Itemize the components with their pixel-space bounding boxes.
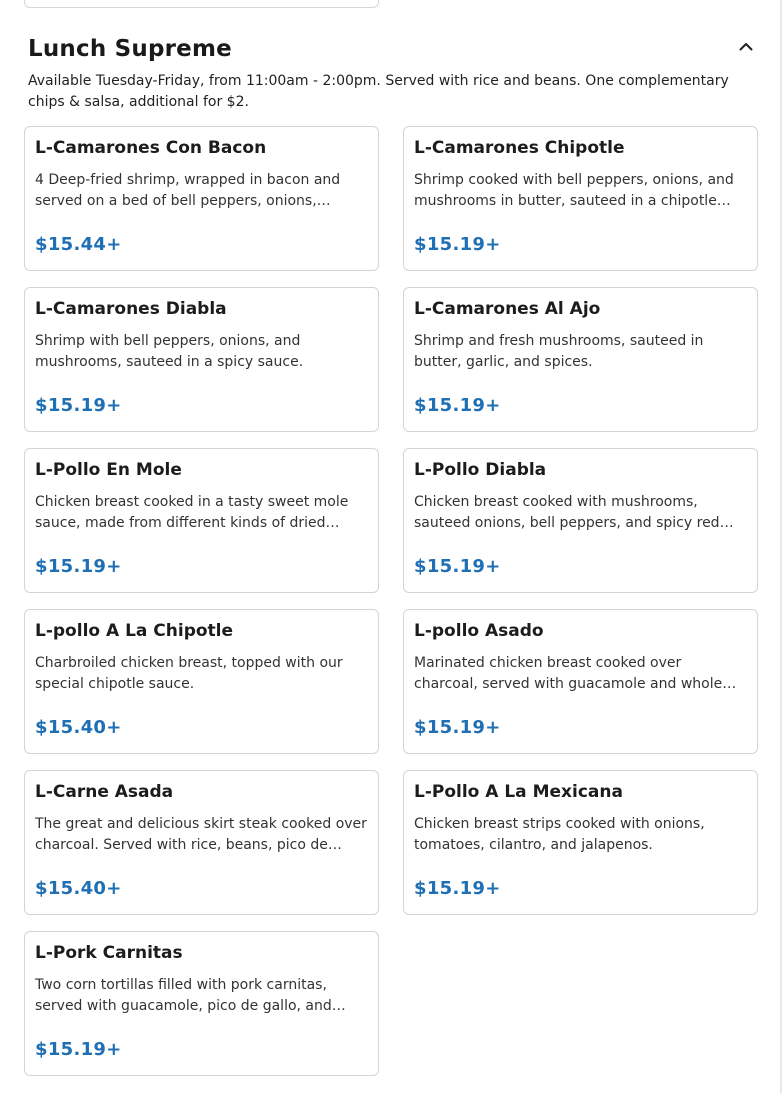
menu-item-price: $15.19+ (414, 395, 501, 416)
menu-item-price: $15.19+ (35, 395, 122, 416)
menu-item-price: $15.19+ (35, 556, 122, 577)
menu-item-card[interactable] (403, 448, 758, 593)
menu-item-name: L-pollo Asado (414, 621, 544, 641)
menu-item-price: $15.19+ (414, 556, 501, 577)
previous-menu-item-card[interactable] (24, 0, 379, 8)
menu-item-name: L-Camarones Con Bacon (35, 138, 267, 158)
menu-item-name: L-Carne Asada (35, 782, 174, 802)
menu-item-card[interactable] (24, 287, 379, 432)
menu-item-name: L-Camarones Diabla (35, 299, 227, 319)
menu-item-description: 4 Deep-fried shrimp, wrapped in bacon and served on a bed of bell peppers, onions,… (35, 172, 341, 209)
section-description: Available Tuesday-Friday, from 11:00am - 2:00pm. Served with rice and beans. One complementary chips & salsa, additional for $2. (28, 73, 729, 110)
menu-item-price: $15.40+ (35, 878, 122, 899)
menu-item-description: Chicken breast cooked in a tasty sweet mole sauce, made from different kinds of dried… (35, 494, 349, 531)
menu-item-price: $15.19+ (414, 234, 501, 255)
menu-item-card[interactable] (24, 448, 379, 593)
menu-item-price: $15.19+ (414, 717, 501, 738)
chevron-up-icon (739, 42, 753, 51)
menu-item-card[interactable] (403, 770, 758, 915)
menu-item-price: $15.19+ (414, 878, 501, 899)
section-header (28, 30, 758, 68)
menu-item-description: Charbroiled chicken breast, topped with our special chipotle sauce. (35, 655, 343, 692)
menu-item-card[interactable] (403, 126, 758, 271)
menu-item-description: Marinated chicken breast cooked over charcoal, served with guacamole and whole… (414, 655, 737, 692)
menu-item-description: Shrimp cooked with bell peppers, onions, and mushrooms in butter, sauteed in a chipotle… (414, 172, 734, 209)
menu-item-price: $15.40+ (35, 717, 122, 738)
menu-item-description: Two corn tortillas filled with pork carnitas, served with guacamole, pico de gallo, and… (35, 977, 346, 1014)
menu-item-price: $15.44+ (35, 234, 122, 255)
menu-item-name: L-Pollo A La Mexicana (414, 782, 623, 802)
menu-item-price: $15.19+ (35, 1039, 122, 1060)
menu-item-description: Chicken breast strips cooked with onions, tomatoes, cilantro, and jalapenos. (414, 816, 705, 853)
menu-item-description: Chicken breast cooked with mushrooms, sauteed onions, bell peppers, and spicy red… (414, 494, 734, 531)
menu-item-name: L-pollo A La Chipotle (35, 621, 234, 641)
menu-item-card[interactable] (403, 609, 758, 754)
menu-item-card[interactable] (24, 770, 379, 915)
menu-item-name: L-Camarones Chipotle (414, 138, 625, 158)
menu-item-card[interactable] (403, 287, 758, 432)
menu-item-description: Shrimp with bell peppers, onions, and mushrooms, sauteed in a spicy sauce. (35, 333, 304, 370)
menu-item-card[interactable] (24, 609, 379, 754)
menu-item-description: Shrimp and fresh mushrooms, sauteed in butter, garlic, and spices. (414, 333, 704, 370)
collapse-section-button[interactable] (734, 34, 758, 58)
menu-item-card[interactable] (24, 126, 379, 271)
menu-item-description: The great and delicious skirt steak cooked over charcoal. Served with rice, beans, pico de… (35, 816, 367, 853)
section-title: Lunch Supreme (28, 36, 232, 62)
menu-item-name: L-Pollo Diabla (414, 460, 547, 480)
menu-item-name: L-Pork Carnitas (35, 943, 183, 963)
menu-items-grid (24, 126, 758, 1076)
menu-item-name: L-Pollo En Mole (35, 460, 182, 480)
menu-item-name: L-Camarones Al Ajo (414, 299, 601, 319)
menu-item-card[interactable] (24, 931, 379, 1076)
